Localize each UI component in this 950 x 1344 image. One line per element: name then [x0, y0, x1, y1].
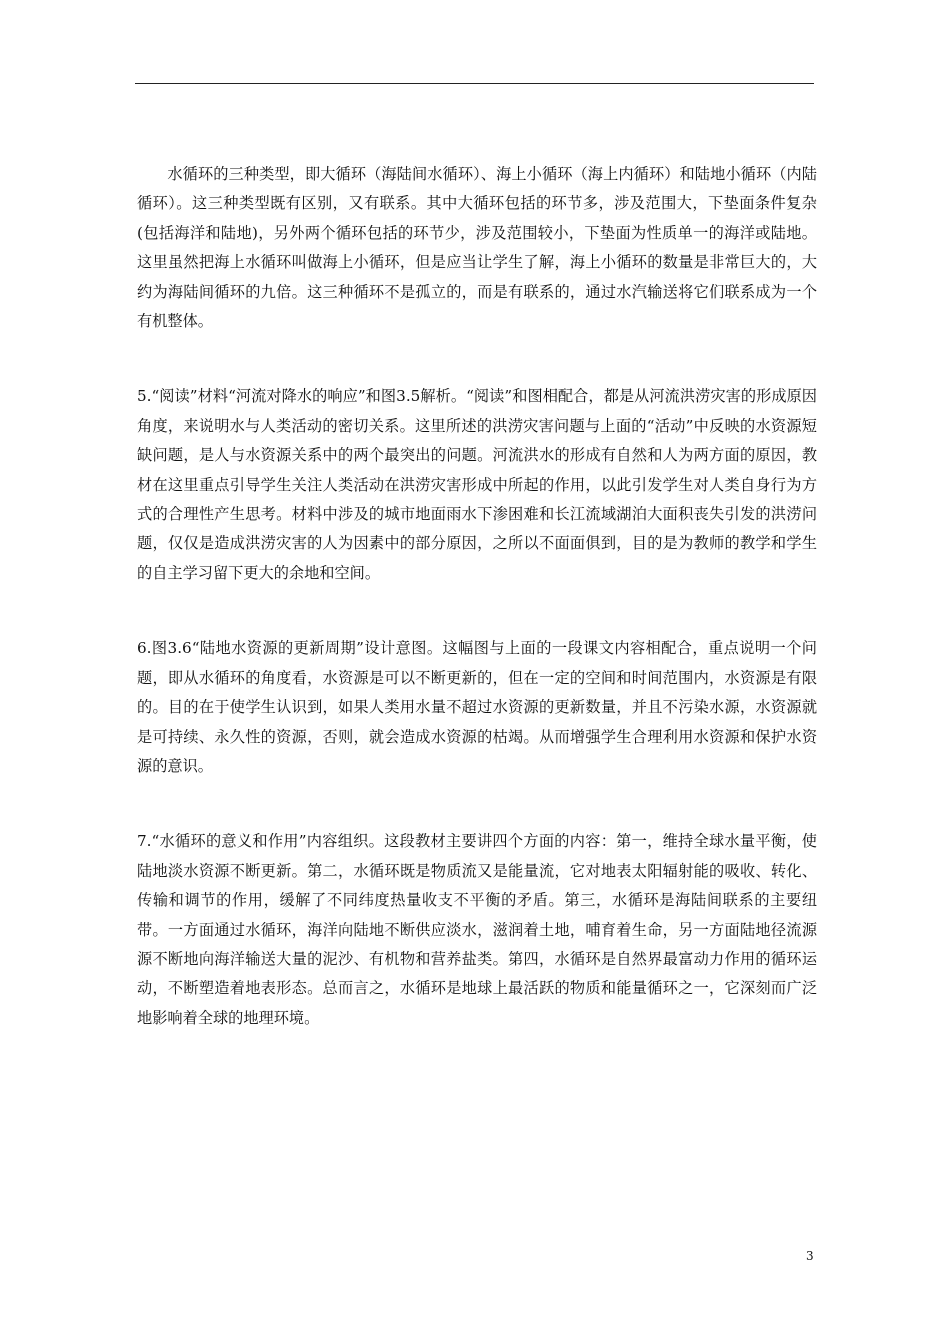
- paragraph-item-5: 5.“阅读”材料“河流对降水的响应”和图3.5解析。“阅读”和图相配合，都是从河流洪涝灾害的形成原因角度，来说明水与人类活动的密切关系。这里所述的洪涝灾害问题与上面的“活动”中反映的水资源短缺问题，是人与水资源关系中的两个最突出的问题。河流洪水的形成有自然和人为两方面的原因，教材在这里重点引导学生关注人类活动在洪涝灾害形成中所起的作用，以此引发学生对人类自身行为方式的合理性产生思考。材料中涉及的城市地面雨水下渗困难和长江流域湖泊大面积丧失引发的洪涝问题，仅仅是造成洪涝灾害的人为因素中的部分原因，之所以不面面俱到，目的是为教师的教学和学生的自主学习留下更大的余地和空间。: [137, 387, 817, 582]
- header-rule: [135, 83, 814, 84]
- paragraph-item-6: 6.图3.6“陆地水资源的更新周期”设计意图。这幅图与上面的一段课文内容相配合，重点说明一个问题，即从水循环的角度看，水资源是可以不断更新的，但在一定的空间和时间范围内，水资源是有限的。目的在于使学生认识到，如果人类用水量不超过水资源的更新数量，并且不污染水源，水资源就是可持续、永久性的资源，否则，就会造成水资源的枯竭。从而增强学生合理利用水资源和保护水资源的意识。: [137, 639, 817, 775]
- paragraph-item-7: 7.“水循环的意义和作用”内容组织。这段教材主要讲四个方面的内容：第一，维持全球水量平衡，使陆地淡水资源不断更新。第二，水循环既是物质流又是能量流，它对地表太阳辐射能的吸收、转化、传输和调节的作用，缓解了不同纬度热量收支不平衡的矛盾。第三，水循环是海陆间联系的主要纽带。一方面通过水循环，海洋向陆地不断供应淡水，滋润着土地，哺育着生命，另一方面陆地径流源源不断地向海洋输送大量的泥沙、有机物和营养盐类。第四，水循环是自然界最富动力作用的循环运动，不断塑造着地表形态。总而言之，水循环是地球上最活跃的物质和能量循环之一，它深刻而广泛地影响着全球的地理环境。: [137, 832, 817, 1027]
- document-body: [137, 160, 817, 1033]
- page-number: 3: [806, 1249, 814, 1263]
- paragraph-water-cycle-types: 水循环的三种类型，即大循环（海陆间水循环）、海上小循环（海上内循环）和陆地小循环（内陆循环）。这三种类型既有区别，又有联系。其中大循环包括的环节多，涉及范围大，下垫面条件复杂(包括海洋和陆地)，另外两个循环包括的环节少，涉及范围较小，下垫面为性质单一的海洋或陆地。这里虽然把海上水循环叫做海上小循环，但是应当让学生了解，海上小循环的数量是非常巨大的，大约为海陆间循环的九倍。这三种循环不是孤立的，而是有联系的，通过水汽输送将它们联系成为一个有机整体。: [137, 165, 817, 331]
